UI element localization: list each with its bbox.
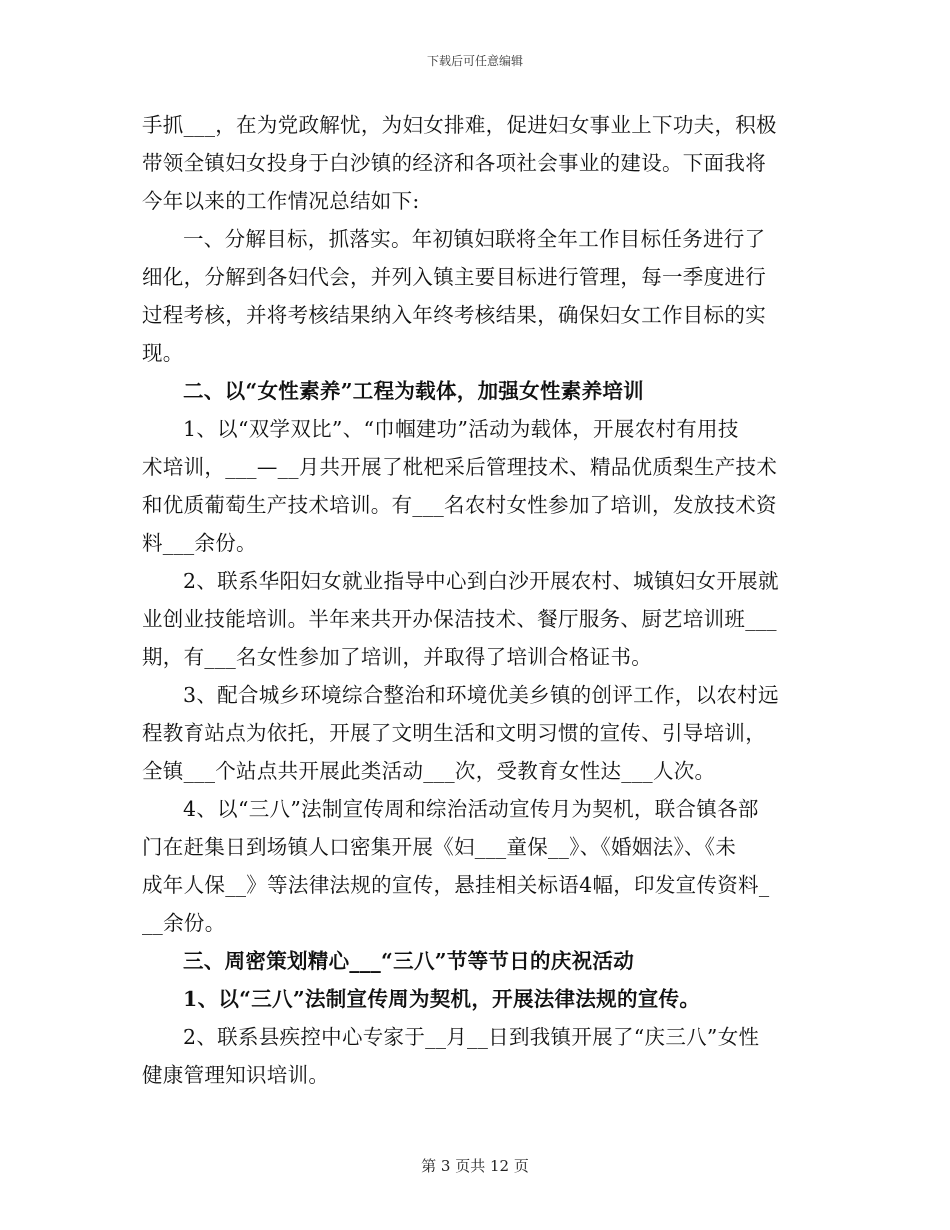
text-line: 和优质葡萄生产技术培训。有___名农村女性参加了培训，发放技术资 <box>142 493 777 517</box>
text-line: 手抓___，在为党政解忧，为妇女排难，促进妇女事业上下功夫，积极 <box>142 113 777 137</box>
page-footer: 第 3 页共 12 页 <box>421 1157 529 1175</box>
text-line: 期，有___名女性参加了培训，并取得了培训合格证书。 <box>142 645 653 669</box>
paragraph-start: 3、配合城乡环境综合整治和环境优美乡镇的创评工作，以农村远 <box>183 683 779 707</box>
text-line: 业创业技能培训。半年来共开办保洁技术、餐厅服务、厨艺培训班___ <box>142 607 777 631</box>
text-line: 成年人保__》等法律法规的宣传，悬挂相关标语4幅，印发宣传资料_ <box>142 873 770 897</box>
text-line: 术培训，___—__月共开展了枇杷采后管理技术、精品优质梨生产技术 <box>142 455 778 479</box>
text-line: 今年以来的工作情况总结如下: <box>142 189 420 213</box>
text-line: 带领全镇妇女投身于白沙镇的经济和各项社会事业的建设。下面我将 <box>142 151 766 175</box>
paragraph-start: 4、以“三八”法制宣传周和综治活动宣传月为契机，联合镇各部 <box>183 797 759 821</box>
text-line: 健康管理知识培训。 <box>142 1063 330 1087</box>
text-line: 全镇___个站点共开展此类活动___次，受教育女性达___人次。 <box>142 759 716 783</box>
paragraph-start: 1、以“双学双比”、“巾帼建功”活动为载体，开展农村有用技 <box>183 417 739 441</box>
paragraph-start: 一、分解目标，抓落实。年初镇妇联将全年工作目标任务进行了 <box>183 227 766 251</box>
page-header: 下载后可任意编辑 <box>426 54 523 68</box>
subsection-heading: 1、以“三八”法制宣传周为契机，开展法律法规的宣传。 <box>183 987 701 1011</box>
section-heading: 二、以“女性素养”工程为载体，加强女性素养培训 <box>183 379 644 403</box>
paragraph-start: 2、联系县疾控中心专家于__月__日到我镇开展了“庆三八”女性 <box>183 1025 760 1049</box>
text-line: 过程考核，并将考核结果纳入年终考核结果，确保妇女工作目标的实 <box>142 303 766 327</box>
text-line: __余份。 <box>142 911 226 935</box>
document-body <box>142 106 810 1094</box>
text-line: 现。 <box>142 341 184 365</box>
text-line: 程教育站点为依托，开展了文明生活和文明习惯的宣传、引导培训， <box>142 721 766 745</box>
text-line: 细化，分解到各妇代会，并列入镇主要目标进行管理，每一季度进行 <box>142 265 766 289</box>
section-heading: 三、周密策划精心___“三八”节等节日的庆祝活动 <box>183 949 635 973</box>
text-line: 门在赶集日到场镇人口密集开展《妇___童保__》、《婚姻法》、《未 <box>142 835 737 859</box>
text-line: 料___余份。 <box>142 531 257 555</box>
paragraph-start: 2、联系华阳妇女就业指导中心到白沙开展农村、城镇妇女开展就 <box>183 569 779 593</box>
